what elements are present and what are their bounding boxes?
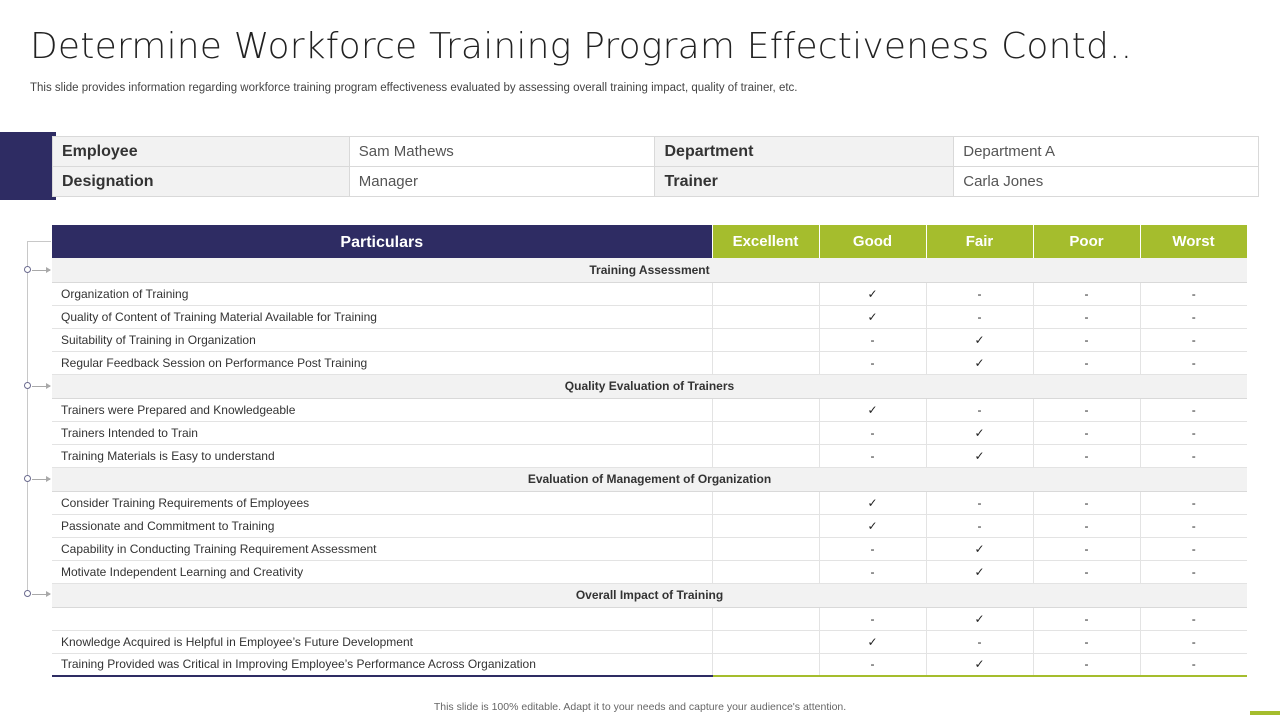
row-item-label: Trainers Intended to Train (52, 421, 712, 444)
rating-cell-worst: - (1140, 398, 1247, 421)
header-fair: Fair (926, 225, 1033, 258)
rating-cell-poor: - (1033, 351, 1140, 374)
table-row (52, 607, 1247, 630)
rating-cell-fair: - (926, 514, 1033, 537)
header-good: Good (819, 225, 926, 258)
rating-cell-good: ✓ (819, 630, 926, 653)
rating-cell-fair: ✓ (926, 328, 1033, 351)
table-row (52, 421, 1247, 444)
page-subtitle: This slide provides information regarding workforce training program effectiveness evaluated by assessing overall training impact, quality of trainer, etc. (30, 82, 798, 94)
section-title: Evaluation of Management of Organization (52, 467, 1247, 491)
rating-cell-poor: - (1033, 328, 1140, 351)
rating-cell-poor: - (1033, 282, 1140, 305)
evaluation-table-header (52, 225, 1247, 258)
rating-cell-good: - (819, 444, 926, 467)
rating-cell-excellent (712, 537, 819, 560)
rating-cell-worst: - (1140, 328, 1247, 351)
page-title: Determine Workforce Training Program Effectiveness Contd.. (30, 26, 1133, 67)
rating-cell-fair: ✓ (926, 560, 1033, 583)
table-row (52, 351, 1247, 374)
rating-cell-fair: - (926, 491, 1033, 514)
table-row (52, 398, 1247, 421)
table-row (52, 305, 1247, 328)
row-item-label (52, 607, 712, 630)
rating-cell-worst: - (1140, 421, 1247, 444)
timeline-arrow-icon (32, 386, 50, 387)
rating-cell-fair: ✓ (926, 607, 1033, 630)
table-row (52, 514, 1247, 537)
row-item-label: Passionate and Commitment to Training (52, 514, 712, 537)
timeline-node-circle-icon (24, 590, 31, 597)
rating-cell-poor: - (1033, 398, 1140, 421)
table-row (52, 491, 1247, 514)
rating-cell-excellent (712, 305, 819, 328)
row-item-label: Capability in Conducting Training Requirement Assessment (52, 537, 712, 560)
rating-cell-excellent (712, 630, 819, 653)
table-row (52, 328, 1247, 351)
timeline-node-circle-icon (24, 266, 31, 273)
trainer-label: Trainer (655, 167, 954, 197)
timeline-top-connector (27, 241, 51, 242)
rating-cell-excellent (712, 328, 819, 351)
rating-cell-poor: - (1033, 514, 1140, 537)
rating-cell-good: - (819, 328, 926, 351)
section-title: Training Assessment (52, 258, 1247, 282)
rating-cell-good: - (819, 421, 926, 444)
rating-cell-excellent (712, 491, 819, 514)
table-row (52, 537, 1247, 560)
rating-cell-worst: - (1140, 607, 1247, 630)
rating-cell-worst: - (1140, 305, 1247, 328)
evaluation-table-body (52, 258, 1247, 676)
rating-cell-worst: - (1140, 560, 1247, 583)
row-item-label: Organization of Training (52, 282, 712, 305)
row-item-label: Trainers were Prepared and Knowledgeable (52, 398, 712, 421)
rating-cell-good: ✓ (819, 282, 926, 305)
table-row (52, 653, 1247, 676)
trainer-value: Carla Jones (954, 167, 1259, 197)
timeline-node-circle-icon (24, 475, 31, 482)
section-row (52, 583, 1247, 607)
info-row-designation (53, 167, 1259, 197)
rating-cell-worst: - (1140, 444, 1247, 467)
section-row (52, 258, 1247, 282)
rating-cell-excellent (712, 398, 819, 421)
rating-cell-fair: ✓ (926, 537, 1033, 560)
rating-cell-good: - (819, 607, 926, 630)
rating-cell-fair: - (926, 630, 1033, 653)
rating-cell-poor: - (1033, 491, 1140, 514)
footer-note: This slide is 100% editable. Adapt it to your needs and capture your audience's attention. (433, 701, 847, 713)
header-poor: Poor (1033, 225, 1140, 258)
header-excellent: Excellent (712, 225, 819, 258)
rating-cell-worst: - (1140, 653, 1247, 676)
rating-cell-poor: - (1033, 444, 1140, 467)
rating-cell-good: - (819, 653, 926, 676)
rating-cell-excellent (712, 282, 819, 305)
rating-cell-fair: ✓ (926, 351, 1033, 374)
rating-cell-good: ✓ (819, 398, 926, 421)
timeline-arrow-icon (32, 270, 50, 271)
rating-cell-fair: - (926, 398, 1033, 421)
rating-cell-fair: - (926, 305, 1033, 328)
rating-cell-worst: - (1140, 630, 1247, 653)
table-row (52, 444, 1247, 467)
rating-cell-poor: - (1033, 630, 1140, 653)
timeline-arrow-icon (32, 479, 50, 480)
rating-cell-excellent (712, 607, 819, 630)
department-value: Department A (954, 137, 1259, 167)
rating-cell-poor: - (1033, 421, 1140, 444)
row-item-label: Quality of Content of Training Material Available for Training (52, 305, 712, 328)
rating-cell-excellent (712, 653, 819, 676)
row-item-label: Training Materials is Easy to understand (52, 444, 712, 467)
employee-info-table (52, 136, 1259, 197)
section-title: Overall Impact of Training (52, 583, 1247, 607)
timeline-line (27, 241, 28, 595)
rating-cell-poor: - (1033, 537, 1140, 560)
rating-cell-poor: - (1033, 653, 1140, 676)
row-item-label: Training Provided was Critical in Improving Employee’s Performance Across Organization (52, 653, 712, 676)
rating-cell-fair: ✓ (926, 444, 1033, 467)
employee-label: Employee (53, 137, 350, 167)
rating-cell-worst: - (1140, 537, 1247, 560)
rating-cell-worst: - (1140, 351, 1247, 374)
section-row (52, 374, 1247, 398)
rating-cell-excellent (712, 351, 819, 374)
rating-cell-poor: - (1033, 305, 1140, 328)
rating-cell-good: ✓ (819, 305, 926, 328)
designation-value: Manager (349, 167, 655, 197)
rating-cell-poor: - (1033, 607, 1140, 630)
department-label: Department (655, 137, 954, 167)
row-item-label: Suitability of Training in Organization (52, 328, 712, 351)
rating-cell-excellent (712, 444, 819, 467)
rating-cell-fair: ✓ (926, 421, 1033, 444)
table-row (52, 282, 1247, 305)
table-row (52, 560, 1247, 583)
header-worst: Worst (1140, 225, 1247, 258)
rating-cell-fair: - (926, 282, 1033, 305)
row-item-label: Regular Feedback Session on Performance Post Training (52, 351, 712, 374)
rating-cell-poor: - (1033, 560, 1140, 583)
rating-cell-excellent (712, 421, 819, 444)
row-item-label: Motivate Independent Learning and Creativity (52, 560, 712, 583)
timeline-node-circle-icon (24, 382, 31, 389)
table-row (52, 630, 1247, 653)
rating-cell-good: ✓ (819, 491, 926, 514)
row-item-label: Knowledge Acquired is Helpful in Employee’s Future Development (52, 630, 712, 653)
rating-cell-good: - (819, 537, 926, 560)
section-row (52, 467, 1247, 491)
rating-cell-good: ✓ (819, 514, 926, 537)
rating-cell-fair: ✓ (926, 653, 1033, 676)
rating-cell-good: - (819, 351, 926, 374)
timeline-arrow-icon (32, 594, 50, 595)
rating-cell-excellent (712, 514, 819, 537)
rating-cell-good: - (819, 560, 926, 583)
rating-cell-excellent (712, 560, 819, 583)
designation-label: Designation (53, 167, 350, 197)
corner-accent-bar (1250, 711, 1280, 715)
section-title: Quality Evaluation of Trainers (52, 374, 1247, 398)
row-item-label: Consider Training Requirements of Employees (52, 491, 712, 514)
rating-cell-worst: - (1140, 491, 1247, 514)
info-row-employee (53, 137, 1259, 167)
rating-cell-worst: - (1140, 514, 1247, 537)
header-particulars: Particulars (52, 225, 712, 258)
evaluation-table (52, 225, 1248, 677)
rating-cell-worst: - (1140, 282, 1247, 305)
accent-block (0, 132, 56, 200)
employee-value: Sam Mathews (349, 137, 655, 167)
